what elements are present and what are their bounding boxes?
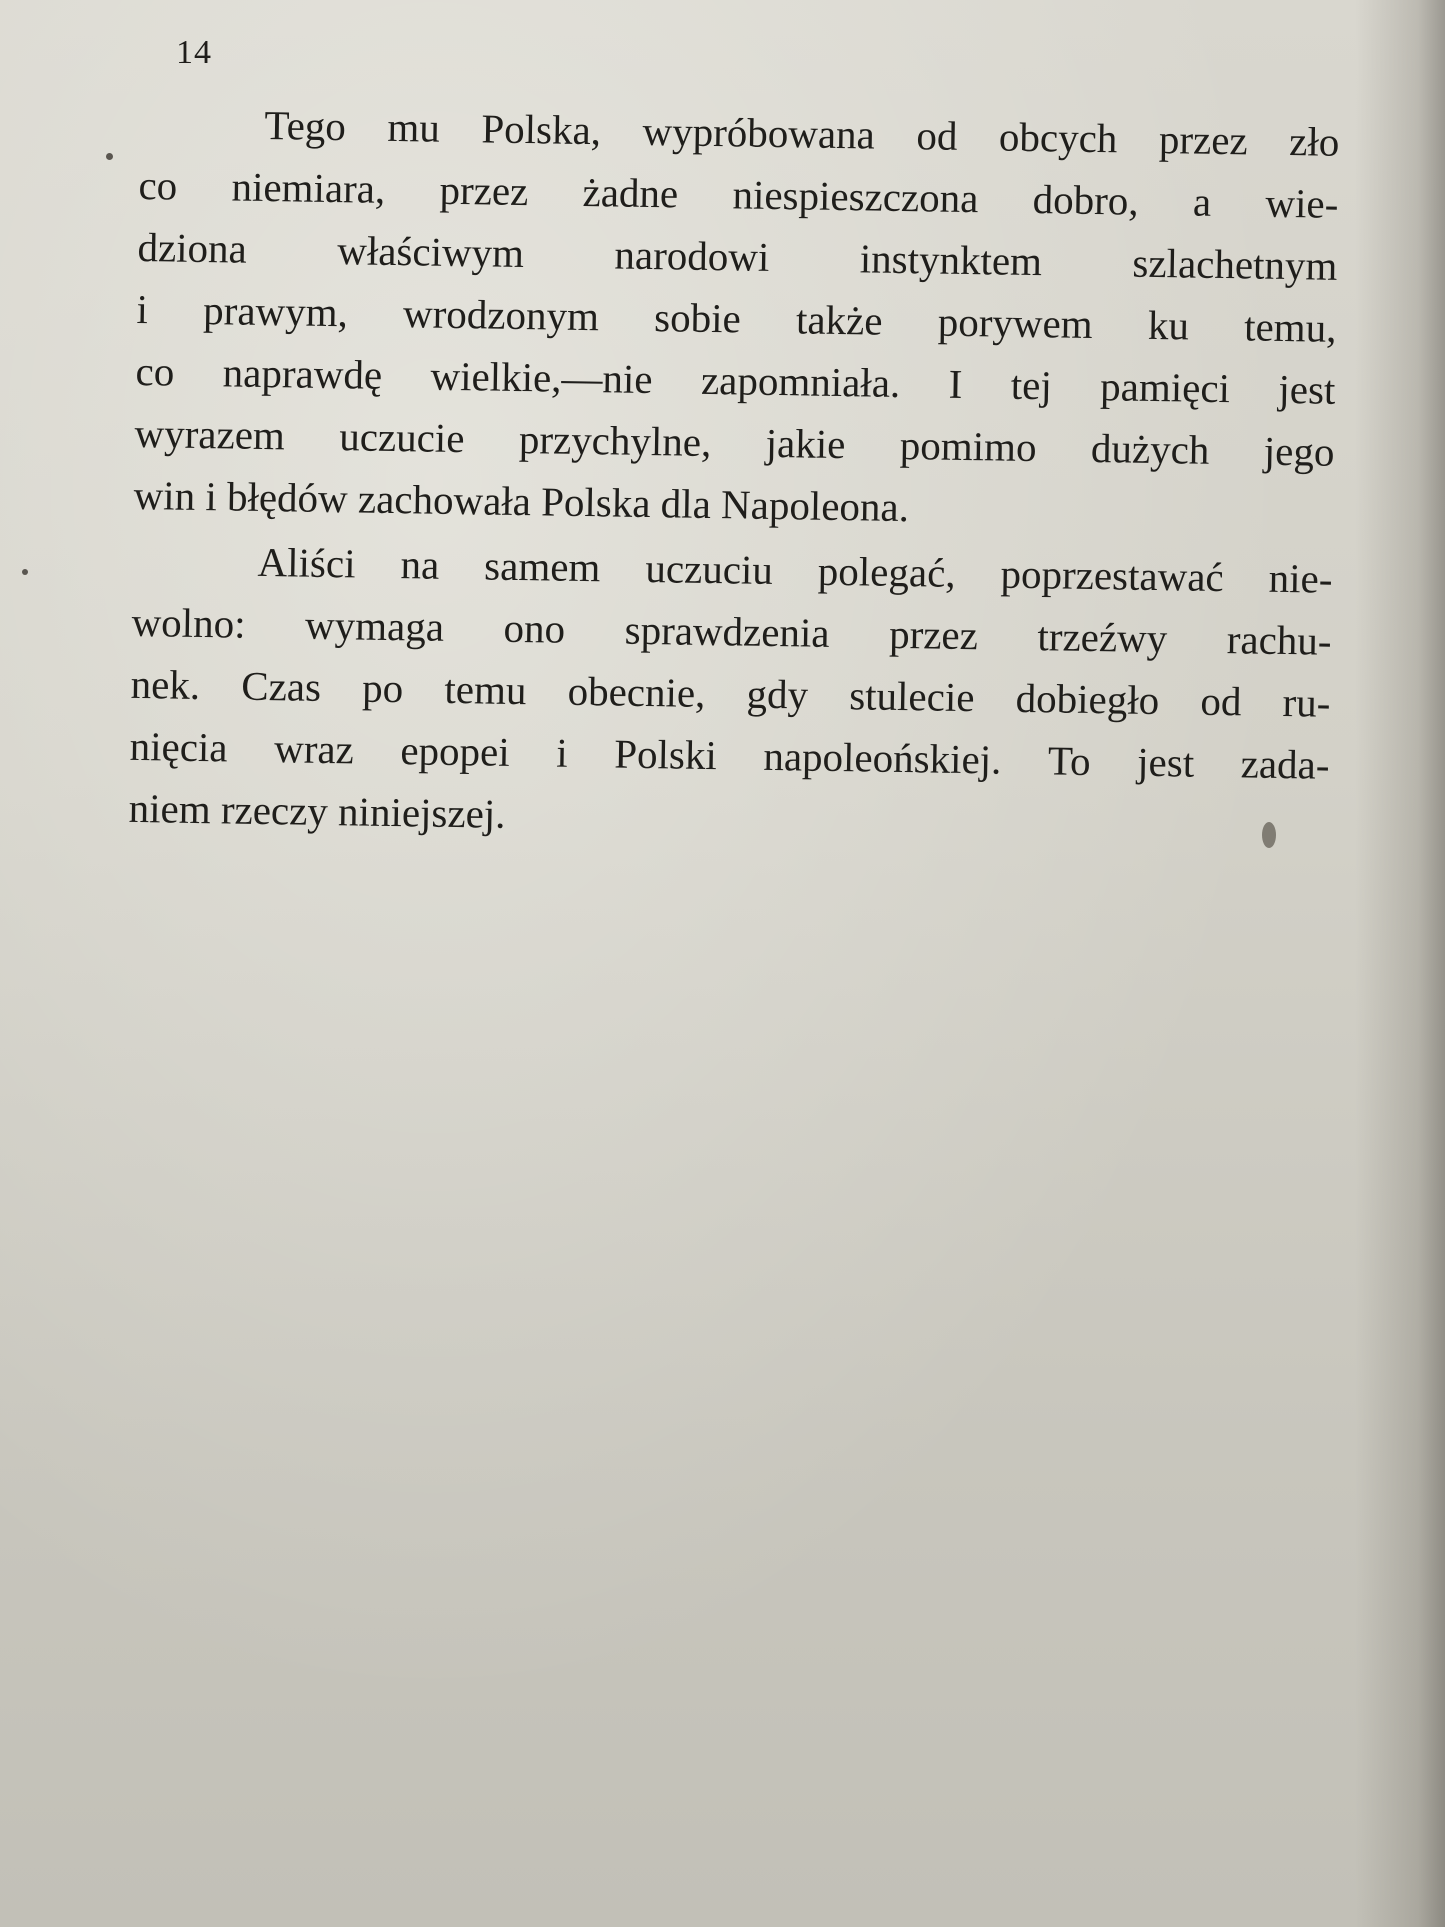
- word: rachu-: [1226, 616, 1332, 664]
- paragraph: [133, 92, 1340, 545]
- word: zada-: [1240, 740, 1330, 788]
- word: samem: [483, 542, 601, 591]
- word: jest: [1136, 738, 1195, 786]
- word: Polska,: [481, 105, 602, 154]
- word: uczuciu: [645, 545, 774, 593]
- word: To: [1047, 737, 1092, 785]
- word: obecnie,: [567, 667, 706, 716]
- word: Aliści: [257, 538, 356, 587]
- page-number: 14: [176, 34, 212, 71]
- ink-speck: [1262, 822, 1276, 848]
- word: sprawdzenia: [624, 606, 830, 656]
- word: także: [795, 296, 883, 344]
- word: wyrazem: [134, 409, 286, 459]
- word: wielkie,—nie: [430, 352, 653, 403]
- word: Polski: [613, 730, 718, 779]
- word: i: [555, 729, 569, 776]
- word: ru-: [1282, 679, 1331, 726]
- word: i: [136, 285, 149, 333]
- word: jego: [1263, 427, 1335, 475]
- word: szlachetnym: [1132, 239, 1338, 289]
- word: zło: [1288, 118, 1340, 165]
- word: niespieszczona: [732, 171, 979, 222]
- word: na: [400, 541, 440, 588]
- word: stulecie: [848, 672, 975, 721]
- word: instynktem: [859, 235, 1043, 285]
- word: Czas: [240, 662, 322, 710]
- word: przez: [888, 610, 979, 659]
- word: nek.: [130, 660, 201, 709]
- page-edge-shadow: [1355, 0, 1445, 1927]
- word: niemiara,: [231, 163, 386, 212]
- word: dobro,: [1032, 176, 1140, 224]
- word: napoleońskiej.: [763, 732, 1002, 783]
- word: po: [361, 664, 404, 712]
- word: wymaga: [304, 601, 445, 650]
- word: temu,: [1243, 303, 1337, 351]
- word: właściwym: [336, 227, 525, 277]
- word: a: [1192, 178, 1212, 225]
- word: co: [135, 347, 175, 395]
- word: poprzestawać: [1000, 550, 1225, 601]
- word: pomimo: [899, 421, 1037, 471]
- word: dobiegło: [1015, 674, 1160, 724]
- word: pamięci: [1099, 363, 1231, 412]
- word: I: [948, 360, 963, 407]
- word: prawym,: [202, 287, 349, 336]
- word: obcych: [998, 113, 1118, 162]
- word: uczucie: [338, 413, 465, 462]
- word: polegać,: [817, 547, 956, 596]
- body-text: [128, 92, 1340, 858]
- word: jakie: [765, 419, 846, 468]
- word: nięcia: [129, 722, 228, 771]
- text-line: niem rzeczy niniejszej.: [128, 784, 506, 837]
- word: gdy: [746, 670, 809, 718]
- word: tej: [1010, 361, 1053, 409]
- word: ono: [503, 604, 566, 652]
- word: trzeźwy: [1037, 613, 1168, 662]
- word: wrodzonym: [402, 290, 600, 340]
- word: wypróbowana: [642, 107, 876, 158]
- word: epopei: [400, 727, 511, 775]
- word: wie-: [1265, 179, 1339, 227]
- word: wolno:: [131, 598, 246, 647]
- word: nie-: [1268, 554, 1333, 602]
- word: od: [1200, 677, 1242, 725]
- word: Tego: [264, 101, 347, 150]
- word: przez: [439, 166, 529, 215]
- word: naprawdę: [222, 349, 383, 398]
- word: od: [916, 112, 958, 159]
- word: ku: [1147, 301, 1190, 349]
- word: sobie: [653, 294, 742, 342]
- word: temu: [444, 665, 527, 714]
- word: przychylne,: [518, 415, 712, 466]
- word: mu: [387, 103, 441, 151]
- text-line: win i błędów zachowała Polska dla Napoleona.: [133, 471, 910, 531]
- word: żadne: [582, 168, 679, 217]
- ink-speck: [106, 153, 113, 160]
- word: wraz: [273, 725, 355, 773]
- word: narodowi: [614, 231, 770, 280]
- ink-speck: [22, 569, 28, 575]
- word: jest: [1278, 365, 1336, 413]
- word: porywem: [937, 298, 1094, 347]
- word: zapomniała.: [700, 356, 901, 406]
- word: co: [138, 161, 178, 209]
- word: dziona: [137, 223, 248, 272]
- word: przez: [1158, 116, 1249, 164]
- word: dużych: [1090, 424, 1210, 473]
- paragraph: [128, 529, 1333, 858]
